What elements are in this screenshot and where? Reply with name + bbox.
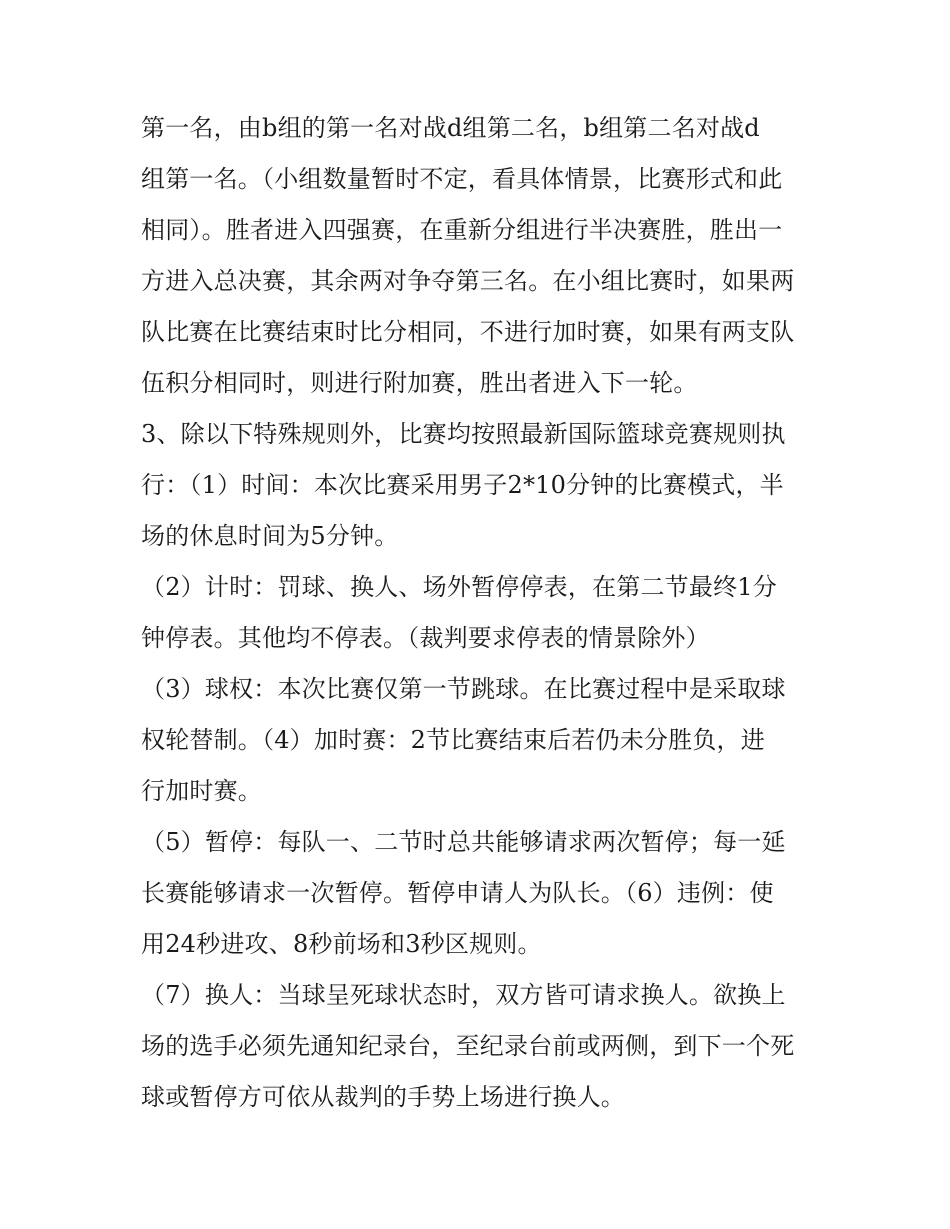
text-line: 行：（1）时间：本次比赛采用男子2*10分钟的比赛模式，半 xyxy=(141,471,784,499)
text-line: （7）换人：当球呈死球状态时，双方皆可请求换人。欲换上 xyxy=(141,981,786,1009)
text-line: 第一名，由b组的第一名对战d组第二名，b组第二名对战d xyxy=(141,114,760,142)
text-line: 3、除以下特殊规则外，比赛均按照最新国际篮球竞赛规则执 xyxy=(141,420,786,448)
text-line: 权轮替制。（4）加时赛：2节比赛结束后若仍未分胜负，进 xyxy=(141,726,765,754)
text-line: 场的选手必须先通知纪录台，至纪录台前或两侧，到下一个死 xyxy=(141,1032,795,1060)
text-line: 组第一名。（小组数量暂时不定，看具体情景，比赛形式和此 xyxy=(141,165,783,193)
text-line: （3）球权：本次比赛仅第一节跳球。在比赛过程中是采取球 xyxy=(141,675,786,703)
text-line: 方进入总决赛，其余两对争夺第三名。在小组比赛时，如果两 xyxy=(141,267,795,295)
text-line: 相同）。胜者进入四强赛，在重新分组进行半决赛胜，胜出一 xyxy=(141,216,783,244)
text-line: 长赛能够请求一次暂停。暂停申请人为队长。（6）违例：使 xyxy=(141,879,774,907)
text-line: 用24秒进攻、8秒前场和3秒区规则。 xyxy=(141,930,542,958)
text-line: 钟停表。其他均不停表。（裁判要求停表的情景除外） xyxy=(141,624,710,652)
text-line: （2）计时：罚球、换人、场外暂停停表，在第二节最终1分 xyxy=(141,573,777,601)
text-line: 队比赛在比赛结束时比分相同，不进行加时赛，如果有两支队 xyxy=(141,318,795,346)
text-line: 行加时赛。 xyxy=(141,777,262,805)
text-line: 场的休息时间为5分钟。 xyxy=(141,522,399,550)
text-line: 球或暂停方可依从裁判的手势上场进行换人。 xyxy=(141,1083,625,1111)
text-line: 伍积分相同时，则进行附加赛，胜出者进入下一轮。 xyxy=(141,369,698,397)
text-line: （5）暂停：每队一、二节时总共能够请求两次暂停；每一延 xyxy=(141,828,786,856)
